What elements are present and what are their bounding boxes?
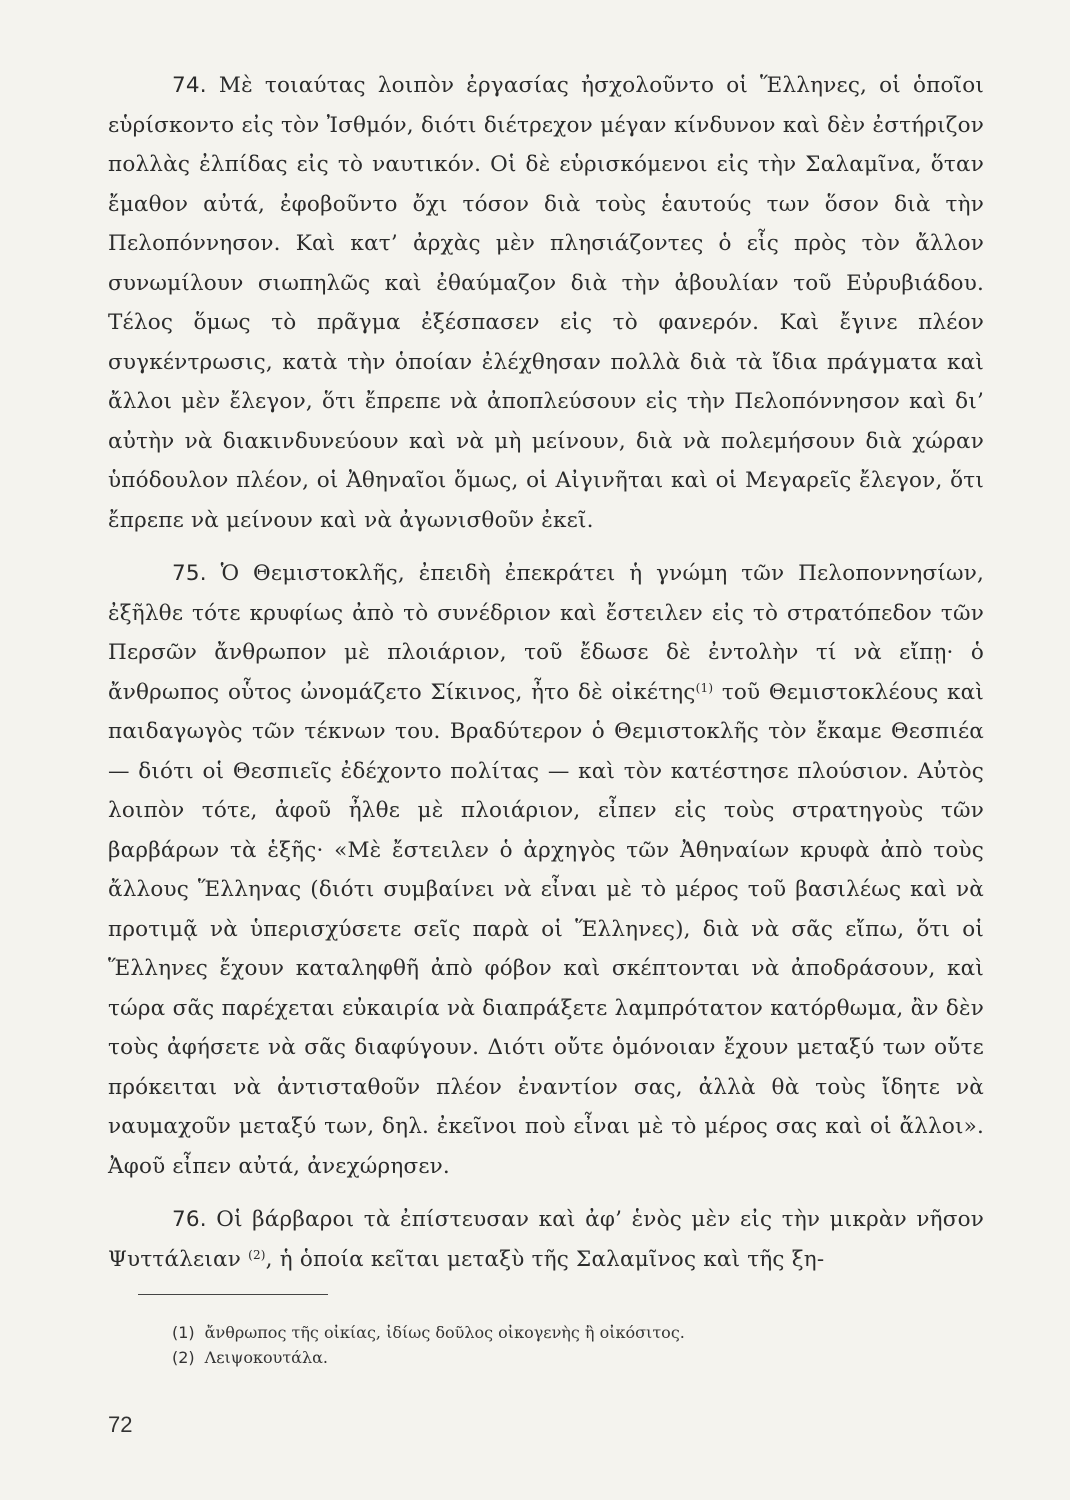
paragraph-75 [108, 554, 984, 1186]
footnote-mark: (2) [172, 1348, 195, 1367]
paragraph-number: 75. [172, 561, 207, 586]
paragraph-text: Οἱ βάρβαροι τὰ ἐπίστευσαν καὶ ἀφ’ ἑνὸς μὲν εἰς τὴν μικρὰν νῆσον Ψυττάλειαν [108, 1207, 984, 1272]
footnote-2 [172, 1345, 972, 1370]
paragraph-text-continued: , ἡ ὁποία κεῖται μεταξὺ τῆς Σαλαμῖνος καὶ τῆς ξη- [265, 1246, 825, 1272]
paragraph-text: Μὲ τοιαύτας λοιπὸν ἐργασίας ἠσχολοῦντο οἱ Ἕλληνες, οἱ ὁποῖοι εὑρίσκοντο εἰς τὸν Ἰσθμόν, διότι διέτρεχον μέγαν κίνδυνον καὶ δὲν ἐστήριζον πολλὰς ἐλπίδας εἰς τὸ ναυτικόν. Οἱ δὲ εὑρισκόμενοι εἰς τὴν Σαλαμῖνα, ὅταν ἔμαθον αὐτά, ἐφοβοῦντο ὄχι τόσον διὰ τοὺς ἑαυτούς των ὅσον διὰ τὴν Πελοπόννησον. Καὶ κατ’ ἀρχὰς μὲν πλησιάζοντες ὁ εἷς πρὸς τὸν ἄλλον συνωμίλουν σιωπηλῶς καὶ ἐθαύμαζον διὰ τὴν ἀβουλίαν τοῦ Εὐρυβιάδου. Τέλος ὅμως τὸ πρᾶγμα ἐξέσπασεν εἰς τὸ φανερόν. Καὶ ἔγινε πλέον συγκέντρωσις, κατὰ τὴν ὁποίαν ἐλέχθησαν πολλὰ διὰ τὰ ἴδια πράγματα καὶ ἄλλοι μὲν ἔλεγον, ὅτι ἔπρεπε νὰ ἀποπλεύσουν εἰς τὴν Πελοπόννησον καὶ δι’ αὐτὴν νὰ διακινδυνεύουν καὶ νὰ μὴ μείνουν, διὰ νὰ πολεμήσουν διὰ χώραν ὑπόδουλον πλέον, οἱ Ἀθηναῖοι ὅμως, οἱ Αἰγινῆται καὶ οἱ Μεγαρεῖς ἔλεγον, ὅτι ἔπρεπε νὰ μείνουν καὶ νὰ ἀγωνισθοῦν ἐκεῖ. [108, 73, 984, 533]
body-text [108, 66, 984, 1279]
footnote-mark: (1) [172, 1323, 195, 1342]
footnote-reference: (1) [695, 680, 714, 695]
paragraph-number: 74. [172, 73, 207, 98]
paragraph-text: Ὁ Θεμιστοκλῆς, ἐπειδὴ ἐπεκράτει ἡ γνώμη τῶν Πελοποννησίων, ἐξῆλθε τότε κρυφίως ἀπὸ τὸ συνέδριον καὶ ἔστειλεν εἰς τὸ στρατόπεδον τῶν Περσῶν ἄνθρωπον μὲ πλοιάριον, τοῦ ἔδωσε δὲ ἐντολὴν τί νὰ εἴπῃ· ὁ ἄνθρωπος οὗτος ὠνομάζετο Σίκινος, ἦτο δὲ οἰκέτης [108, 561, 984, 705]
footnote-text: Λειψοκουτάλα. [204, 1348, 329, 1367]
paragraph-76 [108, 1200, 984, 1279]
paragraph-74 [108, 66, 984, 540]
footnote-reference: (2) [248, 1247, 266, 1262]
footnote-1 [172, 1320, 972, 1345]
footnote-text: ἄνθρωπος τῆς οἰκίας, ἰδίως δοῦλος οἰκογενὴς ἢ οἰκόσιτος. [204, 1323, 685, 1342]
paragraph-text-continued: τοῦ Θεμιστοκλέους καὶ παιδαγωγὸς τῶν τέκνων του. Βραδύτερον ὁ Θεμιστοκλῆς τὸν ἔκαμε Θεσπιέα — διότι οἱ Θεσπιεῖς ἐδέχοντο πολίτας — καὶ τὸν κατέστησε πλούσιον. Αὐτὸς λοιπὸν τότε, ἀφοῦ ἦλθε μὲ πλοιάριον, εἶπεν εἰς τοὺς στρατηγοὺς τῶν βαρβάρων τὰ ἑξῆς· «Μὲ ἔστειλεν ὁ ἀρχηγὸς τῶν Ἀθηναίων κρυφὰ ἀπὸ τοὺς ἄλλους Ἕλληνας (διότι συμβαίνει νὰ εἶναι μὲ τὸ μέρος τοῦ βασιλέως καὶ νὰ προτιμᾷ νὰ ὑπερισχύσετε σεῖς παρὰ οἱ Ἕλληνες), διὰ νὰ σᾶς εἴπω, ὅτι οἱ Ἕλληνες ἔχουν καταληφθῆ ἀπὸ φόβον καὶ σκέπτονται νὰ ἀποδράσουν, καὶ τώρα σᾶς παρέχεται εὐκαιρία νὰ διαπράξετε λαμπρότατον κατόρθωμα, ἂν δὲν τοὺς ἀφήσετε νὰ σᾶς διαφύγουν. Διότι οὔτε ὁμόνοιαν ἔχουν μεταξύ των οὔτε πρόκειται νὰ ἀντισταθοῦν πλέον ἐναντίον σας, ἀλλὰ θὰ τοὺς ἴδητε νὰ ναυμαχοῦν μεταξύ των, δηλ. ἐκεῖνοι ποὺ εἶναι μὲ τὸ μέρος σας καὶ οἱ ἄλλοι». Ἀφοῦ εἶπεν αὐτά, ἀνεχώρησεν. [108, 679, 985, 1179]
footnote-separator [138, 1294, 328, 1295]
page-number: 72 [108, 1412, 133, 1437]
footnotes [172, 1320, 972, 1370]
paragraph-number: 76. [172, 1207, 207, 1232]
